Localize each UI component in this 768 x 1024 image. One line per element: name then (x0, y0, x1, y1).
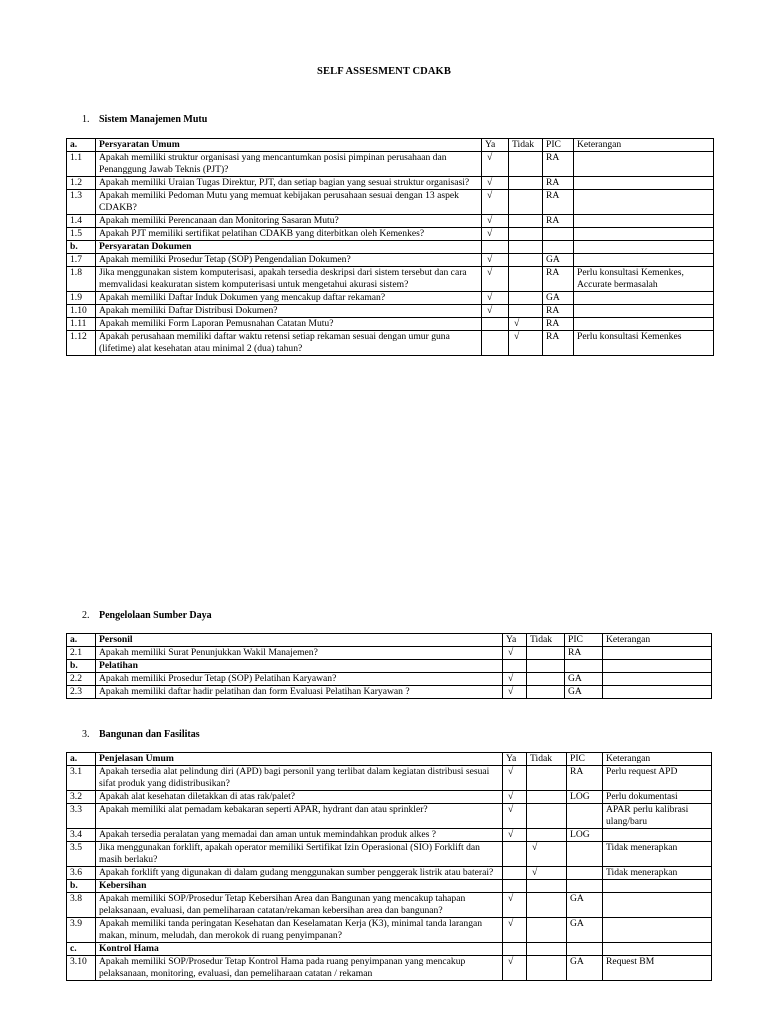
item-question: Apakah memiliki Form Laporan Pemusnahan Catatan Mutu? (96, 318, 482, 331)
header-ket (603, 943, 712, 956)
header-ket: Keterangan (574, 139, 714, 152)
item-question: Apakah memiliki Surat Penunjukkan Wakil Manajemen? (96, 647, 503, 660)
keterangan-cell (574, 292, 714, 305)
ya-check: √ (482, 292, 509, 305)
item-question: Apakah memiliki Daftar Induk Dokumen yang mencakup daftar rekaman? (96, 292, 482, 305)
section-number: 3. (82, 729, 90, 740)
pic-cell: RA (543, 215, 574, 228)
pic-cell: GA (543, 292, 574, 305)
item-question: Apakah memiliki Prosedur Tetap (SOP) Pelatihan Karyawan? (96, 673, 503, 686)
item-question: Jika menggunakan sistem komputerisasi, apakah tersedia deskripsi dari sistem tersebut dan cara memvalidasi keakuratan sistem komputerisasi untuk mengetahui akurasi sistem? (96, 267, 482, 292)
header-tidak (509, 241, 543, 254)
item-number: 3.4 (67, 829, 96, 842)
group-letter: b. (67, 880, 96, 893)
group-letter: a. (67, 753, 96, 766)
group-letter: b. (67, 660, 96, 673)
table-row (67, 791, 712, 804)
tidak-check (527, 766, 567, 791)
assessment-table-1 (66, 138, 714, 356)
group-title: Persyaratan Umum (96, 139, 482, 152)
ya-check: √ (482, 215, 509, 228)
header-tidak (527, 660, 565, 673)
tidak-check (509, 254, 543, 267)
group-letter: a. (67, 634, 96, 647)
item-number: 3.1 (67, 766, 96, 791)
item-number: 3.3 (67, 804, 96, 829)
ya-check: √ (482, 152, 509, 177)
table-row (67, 267, 714, 292)
ya-check: √ (503, 829, 527, 842)
tidak-check (527, 918, 567, 943)
item-number: 1.12 (67, 331, 96, 356)
tidak-check (527, 791, 567, 804)
ya-check: √ (482, 190, 509, 215)
tidak-check (527, 804, 567, 829)
group-title: Pelatihan (96, 660, 503, 673)
ya-check: √ (503, 647, 527, 660)
section-title: Pengelolaan Sumber Daya (99, 610, 212, 621)
item-number: 2.3 (67, 686, 96, 699)
keterangan-cell: Tidak menerapkan (603, 842, 712, 867)
pic-cell (567, 804, 603, 829)
group-header-row (67, 139, 714, 152)
header-pic (567, 943, 603, 956)
assessment-table-2 (66, 633, 712, 699)
keterangan-cell: APAR perlu kalibrasi ulang/baru (603, 804, 712, 829)
header-pic: PIC (543, 139, 574, 152)
item-number: 3.8 (67, 893, 96, 918)
pic-cell: GA (543, 254, 574, 267)
header-tidak: Tidak (509, 139, 543, 152)
item-number: 1.8 (67, 267, 96, 292)
item-number: 3.10 (67, 956, 96, 981)
tidak-check (509, 228, 543, 241)
keterangan-cell (574, 215, 714, 228)
table-row (67, 215, 714, 228)
table-row (67, 893, 712, 918)
tidak-check (527, 673, 565, 686)
item-number: 2.1 (67, 647, 96, 660)
group-header-row (67, 753, 712, 766)
tidak-check (509, 190, 543, 215)
item-question: Apakah memiliki SOP/Prosedur Tetap Kebersihan Area dan Bangunan yang mencakup tahapan pelaksanaan, evaluasi, dan pemeliharaan catatan/rekaman kebersihan area dan bangunan? (96, 893, 503, 918)
table-row (67, 292, 714, 305)
ya-check (482, 318, 509, 331)
pic-cell: RA (567, 766, 603, 791)
tidak-check (509, 292, 543, 305)
header-tidak: Tidak (527, 634, 565, 647)
pic-cell (567, 867, 603, 880)
tidak-check (527, 956, 567, 981)
group-letter: b. (67, 241, 96, 254)
keterangan-cell (603, 673, 712, 686)
header-ya: Ya (482, 139, 509, 152)
keterangan-cell: Perlu konsultasi Kemenkes (574, 331, 714, 356)
item-number: 1.7 (67, 254, 96, 267)
pic-cell (567, 842, 603, 867)
item-number: 3.6 (67, 867, 96, 880)
pic-cell: RA (543, 318, 574, 331)
table-row (67, 766, 712, 791)
ya-check: √ (503, 804, 527, 829)
keterangan-cell: Perlu request APD (603, 766, 712, 791)
item-question: Jika menggunakan forklift, apakah operator memiliki Sertifikat Izin Operasional (SIO) Forklift dan masih berlaku? (96, 842, 503, 867)
tidak-check (509, 215, 543, 228)
item-question: Apakah memiliki tanda peringatan Kesehatan dan Keselamatan Kerja (K3), minimal tanda larangan makan, minum, meludah, dan merokok di ruang penyimpanan? (96, 918, 503, 943)
assessment-table-3 (66, 752, 712, 981)
pic-cell: RA (543, 305, 574, 318)
tidak-check: √ (509, 331, 543, 356)
header-tidak (527, 943, 567, 956)
item-question: Apakah tersedia peralatan yang memadai dan aman untuk memindahkan produk alkes ? (96, 829, 503, 842)
group-header-row (67, 241, 714, 254)
table-row (67, 254, 714, 267)
item-question: Apakah memiliki alat pemadam kebakaran seperti APAR, hydrant dan atau sprinkler? (96, 804, 503, 829)
item-question: Apakah memiliki struktur organisasi yang mencantumkan posisi pimpinan perusahaan dan Penanggung Jawab Teknis (PJT)? (96, 152, 482, 177)
tidak-check (527, 686, 565, 699)
ya-check: √ (482, 228, 509, 241)
section-number: 2. (82, 610, 90, 621)
pic-cell: GA (565, 686, 603, 699)
keterangan-cell (574, 190, 714, 215)
ya-check: √ (482, 177, 509, 190)
group-header-row (67, 880, 712, 893)
header-ya: Ya (503, 753, 527, 766)
ya-check: √ (482, 267, 509, 292)
table-row (67, 318, 714, 331)
table-row (67, 673, 712, 686)
section-title: Sistem Manajemen Mutu (99, 114, 208, 125)
table-row (67, 829, 712, 842)
item-question: Apakah memiliki SOP/Prosedur Tetap Kontrol Hama pada ruang penyimpanan yang mencakup pelaksanaan, monitoring, evaluasi, dan pemeliharaan catatan / rekaman (96, 956, 503, 981)
ya-check: √ (503, 791, 527, 804)
group-title: Kontrol Hama (96, 943, 503, 956)
section-heading-3 (82, 729, 200, 740)
tidak-check: √ (527, 867, 567, 880)
pic-cell: LOG (567, 829, 603, 842)
pic-cell: GA (567, 956, 603, 981)
header-ya (503, 880, 527, 893)
keterangan-cell (603, 686, 712, 699)
tidak-check (527, 829, 567, 842)
keterangan-cell (574, 318, 714, 331)
header-pic (543, 241, 574, 254)
item-number: 1.5 (67, 228, 96, 241)
item-question: Apakah forklift yang digunakan di dalam gudang menggunakan sumber penggerak listrik atau baterai? (96, 867, 503, 880)
table-row (67, 228, 714, 241)
pic-cell: RA (565, 647, 603, 660)
ya-check: √ (503, 673, 527, 686)
ya-check: √ (503, 766, 527, 791)
section-number: 1. (82, 114, 90, 125)
ya-check: √ (503, 956, 527, 981)
pic-cell: RA (543, 190, 574, 215)
document-title: SELF ASSESMENT CDAKB (317, 66, 451, 77)
table-row (67, 177, 714, 190)
item-question: Apakah memiliki Uraian Tugas Direktur, PJT, dan setiap bagian yang sesuai struktur organisasi? (96, 177, 482, 190)
group-header-row (67, 943, 712, 956)
keterangan-cell (574, 228, 714, 241)
pic-cell: LOG (567, 791, 603, 804)
table-row (67, 686, 712, 699)
section-heading-1 (82, 114, 207, 125)
group-title: Persyaratan Dokumen (96, 241, 482, 254)
table-row (67, 956, 712, 981)
table-body (67, 634, 712, 699)
item-number: 3.2 (67, 791, 96, 804)
ya-check: √ (503, 893, 527, 918)
pic-cell: GA (567, 893, 603, 918)
keterangan-cell: Perlu konsultasi Kemenkes, Accurate bermasalah (574, 267, 714, 292)
tidak-check: √ (509, 318, 543, 331)
group-title: Personil (96, 634, 503, 647)
header-ya (482, 241, 509, 254)
item-number: 3.5 (67, 842, 96, 867)
header-ya (503, 943, 527, 956)
group-letter: a. (67, 139, 96, 152)
item-question: Apakah memiliki Daftar Distribusi Dokumen? (96, 305, 482, 318)
item-question: Apakah PJT memiliki sertifikat pelatihan CDAKB yang diterbitkan oleh Kemenkes? (96, 228, 482, 241)
item-number: 1.2 (67, 177, 96, 190)
keterangan-cell (603, 918, 712, 943)
header-ket (603, 660, 712, 673)
pic-cell: RA (543, 331, 574, 356)
header-ket (574, 241, 714, 254)
ya-check (503, 842, 527, 867)
table-row (67, 331, 714, 356)
group-header-row (67, 660, 712, 673)
header-ya: Ya (503, 634, 527, 647)
pic-cell: GA (565, 673, 603, 686)
tidak-check (509, 152, 543, 177)
table-row (67, 842, 712, 867)
item-question: Apakah perusahaan memiliki daftar waktu retensi setiap rekaman sesuai dengan umur guna (lifetime) alat kesehatan atau minimal 2 (dua) tahun? (96, 331, 482, 356)
tidak-check (509, 267, 543, 292)
item-question: Apakah memiliki Pedoman Mutu yang memuat kebijakan perusahaan sesuai dengan 13 aspek CDAKB? (96, 190, 482, 215)
pic-cell: RA (543, 177, 574, 190)
ya-check (503, 867, 527, 880)
ya-check: √ (482, 254, 509, 267)
pic-cell: GA (567, 918, 603, 943)
table-row (67, 305, 714, 318)
header-pic (567, 880, 603, 893)
item-number: 1.3 (67, 190, 96, 215)
keterangan-cell (574, 152, 714, 177)
ya-check: √ (503, 686, 527, 699)
header-ya (503, 660, 527, 673)
item-question: Apakah memiliki Perencanaan dan Monitoring Sasaran Mutu? (96, 215, 482, 228)
tidak-check (509, 177, 543, 190)
table-row (67, 152, 714, 177)
group-header-row (67, 634, 712, 647)
ya-check (482, 331, 509, 356)
keterangan-cell (574, 177, 714, 190)
header-ket: Keterangan (603, 753, 712, 766)
item-question: Apakah memiliki Prosedur Tetap (SOP) Pengendalian Dokumen? (96, 254, 482, 267)
header-pic: PIC (567, 753, 603, 766)
header-pic (565, 660, 603, 673)
pic-cell (543, 228, 574, 241)
tidak-check (527, 647, 565, 660)
header-pic: PIC (565, 634, 603, 647)
table-row (67, 867, 712, 880)
item-number: 2.2 (67, 673, 96, 686)
group-letter: c. (67, 943, 96, 956)
table-row (67, 190, 714, 215)
header-tidak: Tidak (527, 753, 567, 766)
item-number: 3.9 (67, 918, 96, 943)
keterangan-cell (603, 647, 712, 660)
tidak-check (509, 305, 543, 318)
item-number: 1.11 (67, 318, 96, 331)
header-ket: Keterangan (603, 634, 712, 647)
keterangan-cell (574, 305, 714, 318)
item-question: Apakah alat kesehatan diletakkan di atas rak/palet? (96, 791, 503, 804)
tidak-check: √ (527, 842, 567, 867)
keterangan-cell: Tidak menerapkan (603, 867, 712, 880)
keterangan-cell (603, 893, 712, 918)
item-number: 1.9 (67, 292, 96, 305)
section-heading-2 (82, 610, 212, 621)
item-question: Apakah tersedia alat pelindung diri (APD) bagi personil yang terlibat dalam kegiatan distribusi sesuai sifat produk yang didistribusikan? (96, 766, 503, 791)
table-row (67, 804, 712, 829)
keterangan-cell: Request BM (603, 956, 712, 981)
item-number: 1.10 (67, 305, 96, 318)
table-body (67, 753, 712, 981)
group-title: Kebersihan (96, 880, 503, 893)
header-ket (603, 880, 712, 893)
tidak-check (527, 893, 567, 918)
ya-check: √ (503, 918, 527, 943)
ya-check: √ (482, 305, 509, 318)
group-title: Penjelasan Umum (96, 753, 503, 766)
pic-cell: RA (543, 267, 574, 292)
keterangan-cell (574, 254, 714, 267)
item-number: 1.4 (67, 215, 96, 228)
pic-cell: RA (543, 152, 574, 177)
item-question: Apakah memiliki daftar hadir pelatihan dan form Evaluasi Pelatihan Karyawan ? (96, 686, 503, 699)
keterangan-cell: Perlu dokumentasi (603, 791, 712, 804)
keterangan-cell (603, 829, 712, 842)
section-title: Bangunan dan Fasilitas (99, 729, 200, 740)
header-tidak (527, 880, 567, 893)
table-body (67, 139, 714, 356)
table-row (67, 647, 712, 660)
item-number: 1.1 (67, 152, 96, 177)
table-row (67, 918, 712, 943)
